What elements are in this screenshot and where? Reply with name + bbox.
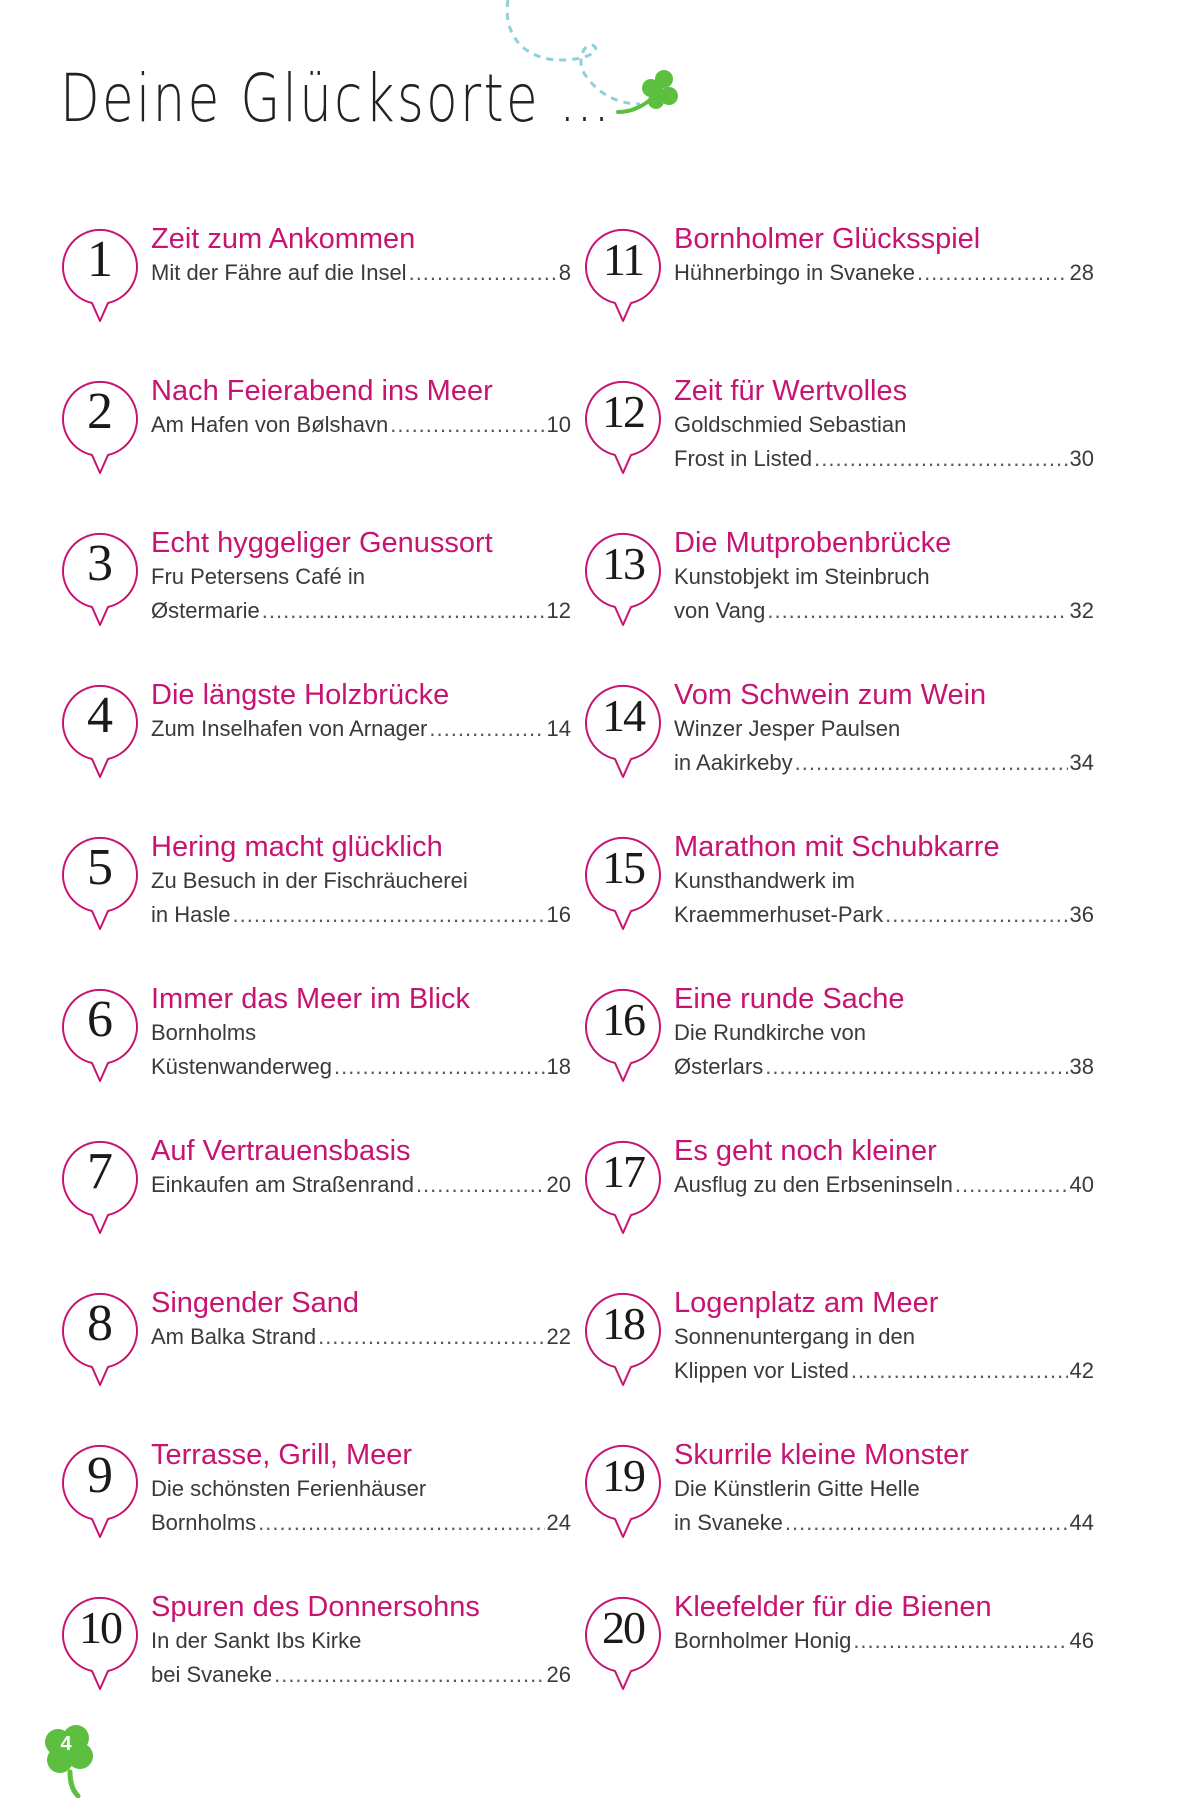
entry-subtitle: Mit der Fähre auf die Insel [151, 260, 407, 285]
entry-subtitle: Zu Besuch in der Fischräucherei [151, 868, 468, 893]
entry-subtitle: Fru Petersens Café in [151, 564, 365, 589]
entry-subtitle: Kunstobjekt im Steinbruch [674, 564, 930, 589]
number-badge [577, 524, 669, 630]
page-number-badge [40, 1722, 100, 1792]
toc-entry[interactable] [577, 526, 1097, 678]
number-badge [54, 372, 146, 478]
entry-number: 15 [602, 842, 644, 893]
entry-info [151, 222, 571, 290]
toc-entry[interactable] [577, 830, 1097, 982]
entry-subtitle: Østerlars [674, 1054, 764, 1079]
entry-number: 9 [87, 1447, 113, 1504]
entry-subtitle: Bornholmer Honig [674, 1628, 852, 1653]
entry-number: 7 [87, 1143, 113, 1200]
entry-title[interactable]: Spuren des Donnersohns [151, 1591, 480, 1623]
toc-entry[interactable] [577, 1134, 1097, 1286]
page-reference[interactable]: 40 [1069, 1172, 1094, 1197]
leader-dots [795, 746, 1068, 780]
page-reference[interactable]: 14 [546, 716, 571, 741]
entry-info [674, 1286, 1094, 1388]
entry-info [151, 374, 571, 442]
entry-subtitle: Bornholms [151, 1020, 257, 1045]
toc-entry[interactable] [54, 1286, 574, 1438]
entry-title[interactable]: Skurrile kleine Monster [674, 1439, 969, 1471]
entry-title[interactable]: Es geht noch kleiner [674, 1135, 937, 1167]
entry-title[interactable]: Bornholmer Glücksspiel [674, 223, 981, 255]
entry-subtitle: bei Svaneke [151, 1662, 273, 1687]
entry-subtitle-line [674, 1506, 1094, 1540]
entry-subtitle-line [674, 898, 1094, 932]
leader-dots [274, 1658, 544, 1692]
entry-number: 1 [87, 231, 113, 288]
dashed-line-clover-decoration [490, 0, 710, 140]
number-badge [54, 1284, 146, 1390]
entry-subtitle: Winzer Jesper Paulsen [674, 716, 901, 741]
toc-left-column [54, 222, 574, 1742]
entry-number: 6 [87, 991, 113, 1048]
toc-entry[interactable] [54, 1134, 574, 1286]
page-reference[interactable]: 12 [546, 598, 571, 623]
entry-title[interactable]: Zeit für Wertvolles [674, 375, 908, 407]
entry-subtitle: Kunsthandwerk im [674, 868, 855, 893]
toc-entry[interactable] [54, 222, 574, 374]
entry-subtitle: Zum Inselhafen von Arnager [151, 716, 428, 741]
entry-subtitle-line [674, 1168, 1094, 1202]
entry-subtitle: Hühnerbingo in Svaneke [674, 260, 915, 285]
entry-title[interactable]: Marathon mit Schubkarre [674, 831, 1000, 863]
page-reference[interactable]: 42 [1069, 1358, 1094, 1383]
entry-info [674, 830, 1094, 932]
entry-subtitle: Am Hafen von Bølshavn [151, 412, 389, 437]
number-badge [577, 1132, 669, 1238]
toc-entry[interactable] [54, 526, 574, 678]
entry-subtitle: Bornholms [151, 1510, 257, 1535]
leader-dots [814, 442, 1067, 476]
leader-dots [429, 712, 544, 746]
leader-dots [334, 1050, 545, 1084]
leader-dots [917, 256, 1068, 290]
page-reference[interactable]: 32 [1069, 598, 1094, 623]
leader-dots [262, 594, 545, 628]
leader-dots [258, 1506, 544, 1540]
leader-dots [765, 1050, 1067, 1084]
entry-subtitle: Frost in Listed [674, 446, 813, 471]
leader-dots [318, 1320, 544, 1354]
entry-subtitle: Küstenwanderweg [151, 1054, 333, 1079]
toc-entry[interactable] [577, 1286, 1097, 1438]
entry-info [674, 1590, 1094, 1658]
entry-number: 10 [79, 1602, 121, 1653]
entry-title[interactable]: Terrasse, Grill, Meer [151, 1439, 413, 1471]
toc-entry[interactable] [577, 374, 1097, 526]
entry-info [674, 374, 1094, 476]
entry-number: 14 [602, 690, 644, 741]
entry-subtitle-line [151, 1168, 571, 1202]
entry-subtitle: Klippen vor Listed [674, 1358, 849, 1383]
entry-title[interactable]: Zeit zum Ankommen [151, 223, 416, 255]
number-badge [577, 220, 669, 326]
entry-title[interactable]: Die längste Holzbrücke [151, 679, 450, 711]
entry-subtitle-line [151, 594, 571, 628]
entry-number: 11 [602, 234, 644, 285]
toc-entry[interactable] [54, 1438, 574, 1590]
entry-subtitle: Kraemmerhuset-Park [674, 902, 884, 927]
entry-info [674, 982, 1094, 1084]
entry-subtitle-line [674, 594, 1094, 628]
leader-dots [409, 256, 557, 290]
leader-dots [851, 1354, 1068, 1388]
page-reference[interactable]: 46 [1069, 1628, 1094, 1653]
entry-subtitle: Am Balka Strand [151, 1324, 317, 1349]
number-badge [577, 1284, 669, 1390]
page-reference[interactable]: 44 [1069, 1510, 1094, 1535]
entry-title[interactable]: Immer das Meer im Blick [151, 983, 471, 1015]
entry-info [151, 1438, 571, 1540]
entry-info [151, 678, 571, 746]
leader-dots [885, 898, 1067, 932]
page-reference[interactable]: 8 [558, 260, 571, 285]
page-reference[interactable]: 26 [546, 1662, 571, 1687]
entry-info [674, 526, 1094, 628]
entry-info [151, 1134, 571, 1202]
entry-number: 4 [87, 687, 113, 744]
entry-subtitle-line [674, 256, 1094, 290]
entry-subtitle: In der Sankt Ibs Kirke [151, 1628, 362, 1653]
page-reference[interactable]: 30 [1069, 446, 1094, 471]
entry-info [674, 1438, 1094, 1540]
number-badge [54, 220, 146, 326]
entry-number: 17 [602, 1146, 644, 1197]
entry-number: 18 [602, 1298, 644, 1349]
entry-title[interactable]: Hering macht glücklich [151, 831, 443, 863]
entry-info [674, 1134, 1094, 1202]
entry-subtitle: in Svaneke [674, 1510, 783, 1535]
toc-entry[interactable] [577, 222, 1097, 374]
toc-entry[interactable] [577, 982, 1097, 1134]
entry-subtitle: Die schönsten Ferienhäuser [151, 1476, 427, 1501]
entry-info [674, 222, 1094, 290]
number-badge [577, 372, 669, 478]
entry-info [151, 1286, 571, 1354]
toc-entry[interactable] [577, 1590, 1097, 1742]
toc-entry[interactable] [577, 678, 1097, 830]
entry-number: 16 [602, 994, 644, 1045]
entry-subtitle: Goldschmied Sebastian [674, 412, 907, 437]
entry-subtitle-line [674, 1050, 1094, 1084]
entry-title[interactable]: Vom Schwein zum Wein [674, 679, 987, 711]
number-badge [54, 1436, 146, 1542]
page-reference[interactable]: 16 [546, 902, 571, 927]
number-badge [54, 980, 146, 1086]
entry-subtitle-line [674, 1354, 1094, 1388]
entry-subtitle-line [151, 1658, 571, 1692]
entry-title[interactable]: Echt hyggeliger Genussort [151, 527, 493, 559]
entry-subtitle: von Vang [674, 598, 766, 623]
page-number: 4 [60, 1733, 72, 1755]
toc-entry[interactable] [54, 374, 574, 526]
entry-number: 19 [602, 1450, 644, 1501]
page-reference[interactable]: 22 [546, 1324, 571, 1349]
entry-subtitle-line [151, 256, 571, 290]
entry-subtitle: Sonnenuntergang in den [674, 1324, 915, 1349]
entry-subtitle: Die Rundkirche von [674, 1020, 866, 1045]
number-badge [54, 828, 146, 934]
entry-number: 2 [87, 383, 113, 440]
number-badge [54, 1588, 146, 1694]
entry-number: 13 [602, 538, 644, 589]
entry-subtitle-line [674, 746, 1094, 780]
leader-dots [767, 594, 1067, 628]
entry-subtitle: in Hasle [151, 902, 231, 927]
page-reference[interactable]: 36 [1069, 902, 1094, 927]
entry-subtitle: Einkaufen am Straßenrand [151, 1172, 414, 1197]
entry-subtitle-line [674, 1624, 1094, 1658]
entry-number: 12 [602, 386, 644, 437]
entry-info [151, 982, 571, 1084]
entry-title[interactable]: Logenplatz am Meer [674, 1287, 939, 1319]
page-reference[interactable]: 20 [546, 1172, 571, 1197]
page-reference[interactable]: 38 [1069, 1054, 1094, 1079]
leader-dots [955, 1168, 1068, 1202]
entry-number: 5 [87, 839, 113, 896]
entry-number: 3 [87, 535, 113, 592]
number-badge [577, 1436, 669, 1542]
number-badge [577, 980, 669, 1086]
entry-title[interactable]: Die Mutprobenbrücke [674, 527, 952, 559]
entry-title[interactable]: Eine runde Sache [674, 983, 905, 1015]
number-badge [577, 1588, 669, 1694]
number-badge [54, 1132, 146, 1238]
entry-subtitle: in Aakirkeby [674, 750, 793, 775]
entry-subtitle-line [151, 1506, 571, 1540]
entry-title[interactable]: Nach Feierabend ins Meer [151, 375, 493, 407]
toc-entry[interactable] [577, 1438, 1097, 1590]
entry-subtitle: Østermarie [151, 598, 260, 623]
entry-subtitle: Ausflug zu den Erbseninseln [674, 1172, 953, 1197]
entry-subtitle-line [151, 712, 571, 746]
page-reference[interactable]: 28 [1069, 260, 1094, 285]
toc-entry[interactable] [54, 830, 574, 982]
page-reference[interactable]: 34 [1069, 750, 1094, 775]
entry-subtitle: Die Künstlerin Gitte Helle [674, 1476, 920, 1501]
number-badge [577, 676, 669, 782]
toc-entry[interactable] [54, 982, 574, 1134]
page-reference[interactable]: 24 [546, 1510, 571, 1535]
entry-title[interactable]: Auf Vertrauensbasis [151, 1135, 411, 1167]
toc-right-column [577, 222, 1097, 1742]
entry-title[interactable]: Singender Sand [151, 1287, 359, 1319]
entry-subtitle-line [151, 408, 571, 442]
entry-number: 20 [602, 1602, 644, 1653]
leader-dots [232, 898, 544, 932]
leader-dots [416, 1168, 545, 1202]
number-badge [54, 676, 146, 782]
leader-dots [390, 408, 544, 442]
leader-dots [785, 1506, 1068, 1540]
page-reference[interactable]: 10 [546, 412, 571, 437]
entry-info [151, 830, 571, 932]
entry-info [151, 1590, 571, 1692]
entry-number: 8 [87, 1295, 113, 1352]
entry-subtitle-line [151, 1320, 571, 1354]
toc-entry[interactable] [54, 1590, 574, 1742]
page-reference[interactable]: 18 [546, 1054, 571, 1079]
number-badge [54, 524, 146, 630]
entry-subtitle-line [151, 1050, 571, 1084]
page-title: Deine Glücksorte … [60, 60, 613, 137]
entry-title[interactable]: Kleefelder für die Bienen [674, 1591, 992, 1623]
entry-info [151, 526, 571, 628]
entry-info [674, 678, 1094, 780]
toc-entry[interactable] [54, 678, 574, 830]
number-badge [577, 828, 669, 934]
entry-subtitle-line [151, 898, 571, 932]
entry-subtitle-line [674, 442, 1094, 476]
leader-dots [853, 1624, 1067, 1658]
